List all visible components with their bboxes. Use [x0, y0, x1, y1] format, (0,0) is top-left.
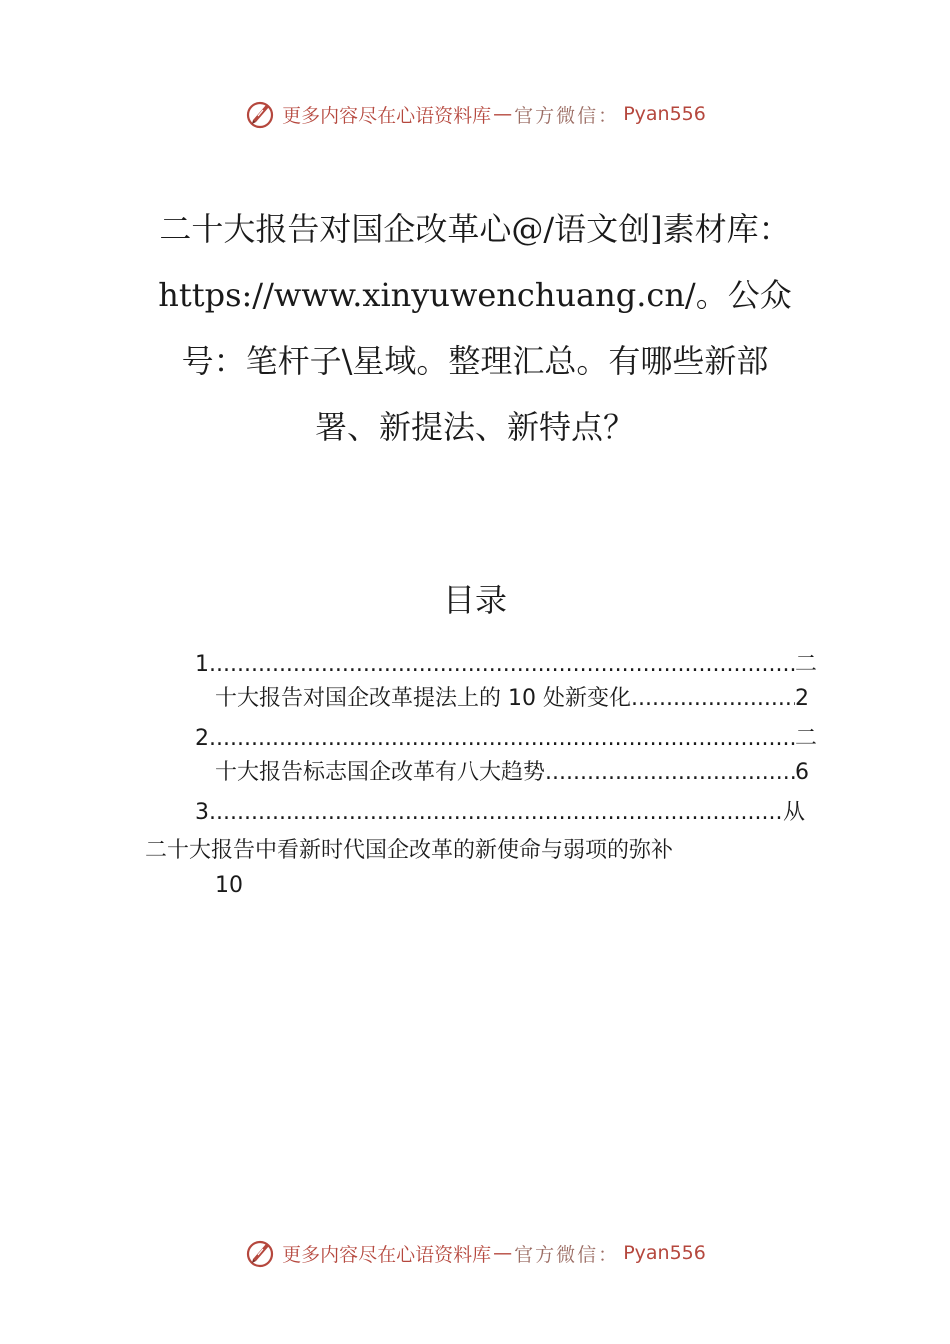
quill-pen-logo-icon — [244, 1237, 276, 1269]
toc-entry-lead-char: 从 — [782, 800, 805, 825]
document-title: 二十大报告对国企改革心@/语文创]素材库：https://www.xinyuwenchuang.cn/。公众号：笔杆子\星域。整理汇总。有哪些新部署、新提法、新特点？ — [158, 210, 792, 446]
toc-entry-page: 10 — [215, 873, 243, 898]
toc-entry-number: 2. — [195, 726, 216, 751]
watermark-wechat-label: 官方微信： — [514, 1243, 620, 1266]
toc-leader-dots — [631, 680, 795, 717]
toc-entry-text: 十大报告标志国企改革有八大趋势 — [215, 760, 546, 785]
toc-entry-2-line-2[interactable] — [215, 754, 809, 791]
toc-entry-lead-char: 二 — [794, 652, 817, 677]
toc-heading: 目录 — [442, 581, 507, 619]
watermark-brand: 更多内容尽在心语资料库 — [282, 104, 492, 127]
watermark-wechat-id: Pyan556 — [623, 103, 706, 125]
watermark-wechat-label: 官方微信： — [514, 104, 620, 127]
toc-leader-dots — [216, 794, 783, 831]
toc-entry-page: 6 — [795, 760, 809, 785]
toc-entry-number: 1. — [195, 652, 216, 677]
toc-entry-3-line-2[interactable] — [145, 832, 673, 869]
footer-watermark — [0, 1233, 950, 1273]
toc-entry-text: 十大报告对国企改革提法上的 10 处新变化 — [215, 686, 631, 711]
toc-entry-lead-char: 二 — [794, 726, 817, 751]
watermark-dash: — — [493, 103, 513, 125]
toc-entry-page: 2 — [795, 686, 809, 711]
toc-entry-3-line-1[interactable] — [195, 794, 805, 831]
toc-entry-2-line-1[interactable] — [195, 720, 817, 757]
toc-leader-dots — [216, 646, 795, 683]
header-watermark — [0, 94, 950, 134]
toc-entry-3-line-3[interactable] — [215, 867, 243, 904]
toc-entry-number: 3. — [195, 800, 216, 825]
toc-leader-dots — [216, 720, 795, 757]
toc-entry-1-line-2[interactable] — [215, 680, 809, 717]
quill-pen-logo-icon — [244, 98, 276, 130]
toc-entry-text: 二十大报告中看新时代国企改革的新使命与弱项的弥补 — [145, 838, 674, 863]
watermark-brand: 更多内容尽在心语资料库 — [282, 1243, 492, 1266]
toc-leader-dots — [545, 754, 795, 791]
watermark-wechat-id: Pyan556 — [623, 1242, 706, 1264]
watermark-dash: — — [493, 1242, 513, 1264]
toc-entry-1-line-1[interactable] — [195, 646, 817, 683]
